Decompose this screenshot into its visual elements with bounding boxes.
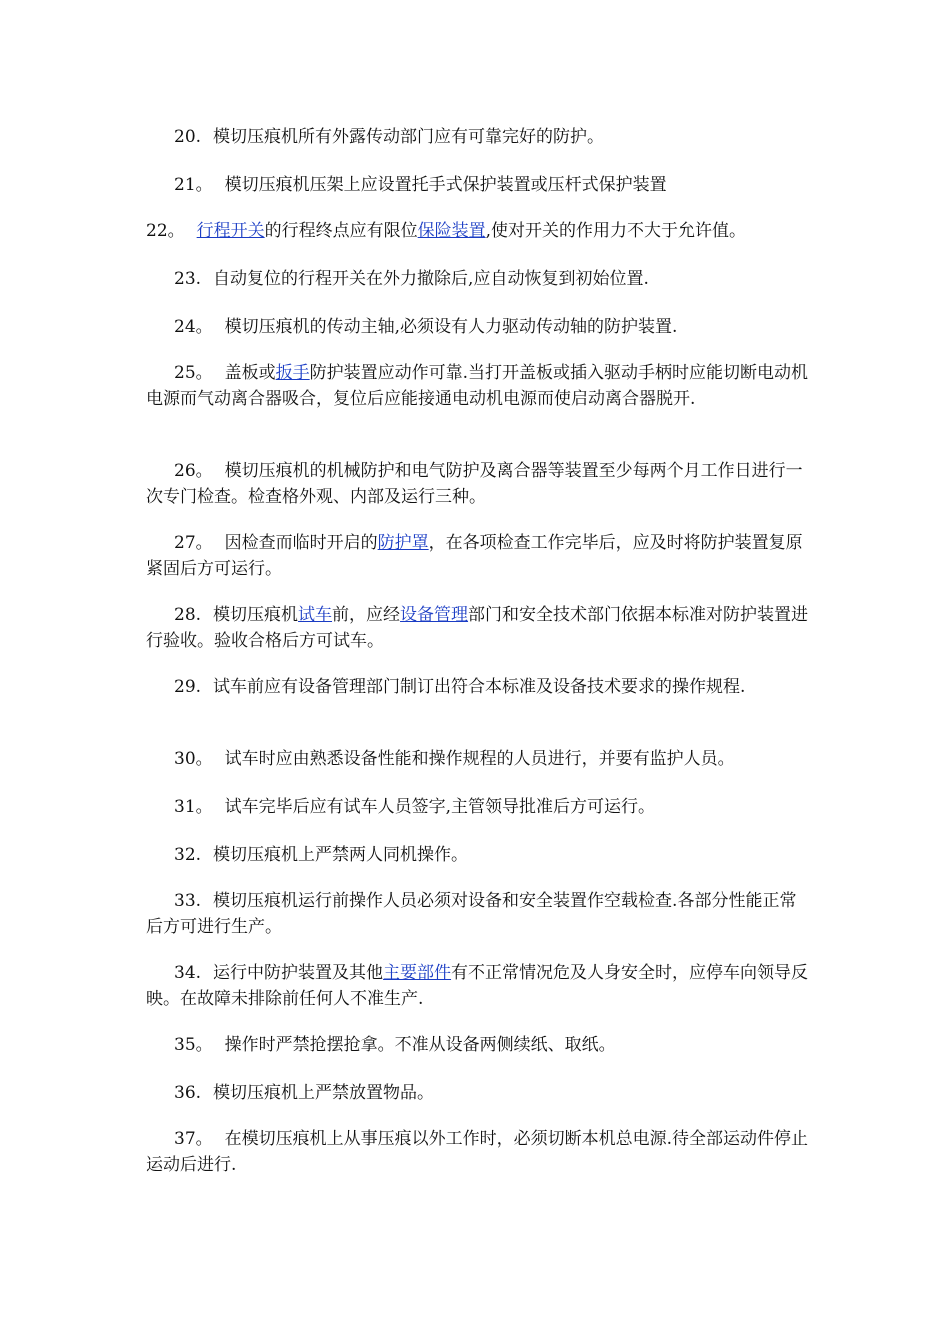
item-text: 模切压痕机的传动主轴,必须设有人力驱动传动轴的防护装置. xyxy=(224,317,678,337)
item-27 xyxy=(146,530,810,582)
item-number: 32. xyxy=(174,845,202,865)
item-text: 因检查而临时开启的 xyxy=(224,533,378,553)
item-number: 35。 xyxy=(174,1035,213,1055)
item-35 xyxy=(146,1032,810,1058)
item-text: 试车前应有设备管理部门制订出符合本标准及设备技术要求的操作规程. xyxy=(213,677,746,697)
item-number: 31。 xyxy=(174,797,213,817)
item-text: 前，应经 xyxy=(332,605,401,625)
item-29 xyxy=(146,674,810,700)
item-25 xyxy=(146,360,810,412)
item-text: 模切压痕机上严禁两人同机操作。 xyxy=(213,845,469,865)
item-text: 在模切压痕机上从事压痕以外工作时，必须切断本机总电源.待全部运动件停止运动后进行. xyxy=(146,1129,809,1175)
item-number: 36. xyxy=(174,1083,202,1103)
item-text: 试车时应由熟悉设备性能和操作规程的人员进行，并要有监护人员。 xyxy=(224,749,735,769)
item-number: 22。 xyxy=(146,221,185,241)
item-28 xyxy=(146,602,810,654)
item-text: 盖板或 xyxy=(224,363,276,383)
hyperlink[interactable]: 保险装置 xyxy=(417,221,486,241)
item-text: 有不正常情况危及人身安全时，应停车向领导反映。在故障未排除前任何人不准生产. xyxy=(146,963,809,1009)
item-24 xyxy=(146,314,810,340)
item-text: 操作时严禁抢摆抢拿。不准从设备两侧续纸、取纸。 xyxy=(224,1035,616,1055)
item-number: 23. xyxy=(174,269,202,289)
item-text: 模切压痕机 xyxy=(213,605,299,625)
item-text: 模切压痕机压架上应设置托手式保护装置或压杆式保护装置 xyxy=(224,175,667,195)
hyperlink[interactable]: 主要部件 xyxy=(383,963,452,983)
item-36 xyxy=(146,1080,810,1106)
item-text: ,使对开关的作用力不大于允许值。 xyxy=(485,221,747,241)
item-number: 37。 xyxy=(174,1129,213,1149)
item-31 xyxy=(146,794,810,820)
item-32 xyxy=(146,842,810,868)
item-number: 29. xyxy=(174,677,202,697)
item-number: 25。 xyxy=(174,363,213,383)
item-number: 34. xyxy=(174,963,202,983)
item-number: 24。 xyxy=(174,317,213,337)
item-text: 模切压痕机的机械防护和电气防护及离合器等装置至少每两个月工作日进行一次专门检查。检查格外观、内部及运行三种。 xyxy=(146,461,803,507)
item-number: 21。 xyxy=(174,175,213,195)
item-text: 模切压痕机运行前操作人员必须对设备和安全装置作空载检查.各部分性能正常后方可进行生产。 xyxy=(146,891,797,937)
item-text: 模切压痕机上严禁放置物品。 xyxy=(213,1083,435,1103)
item-22 xyxy=(146,218,810,244)
hyperlink[interactable]: 设备管理 xyxy=(400,605,469,625)
item-text: 的行程终点应有限位 xyxy=(264,221,418,241)
item-20 xyxy=(146,124,810,150)
item-26 xyxy=(146,458,810,510)
item-text: 防护装置应动作可靠.当打开盖板或插入驱动手柄时应能切断电动机电源而气动离合器吸合，复位后应能接通电动机电源而使启动离合器脱开. xyxy=(146,363,809,409)
item-number: 28. xyxy=(174,605,202,625)
item-text: 试车完毕后应有试车人员签字,主管领导批准后方可运行。 xyxy=(224,797,656,817)
item-text: ，在各项检查工作完毕后，应及时将防护装置复原紧固后方可运行。 xyxy=(146,533,803,579)
item-text: 部门和安全技术部门依据本标准对防护装置进行验收。验收合格后方可试车。 xyxy=(146,605,809,651)
item-34 xyxy=(146,960,810,1012)
item-number: 26。 xyxy=(174,461,213,481)
item-text: 运行中防护装置及其他 xyxy=(213,963,384,983)
item-21 xyxy=(146,172,810,198)
hyperlink[interactable]: 防护罩 xyxy=(377,533,429,553)
item-text: 模切压痕机所有外露传动部门应有可靠完好的防护。 xyxy=(213,127,605,147)
item-number: 33. xyxy=(174,891,202,911)
item-number: 30。 xyxy=(174,749,213,769)
hyperlink[interactable]: 试车 xyxy=(298,605,333,625)
item-number: 20. xyxy=(174,127,202,147)
hyperlink[interactable]: 行程开关 xyxy=(196,221,265,241)
item-23 xyxy=(146,266,810,292)
item-number: 27。 xyxy=(174,533,213,553)
item-text: 自动复位的行程开关在外力撤除后,应自动恢复到初始位置. xyxy=(213,269,649,289)
item-37 xyxy=(146,1126,810,1178)
hyperlink[interactable]: 扳手 xyxy=(275,363,310,383)
item-30 xyxy=(146,746,810,772)
item-33 xyxy=(146,888,810,940)
